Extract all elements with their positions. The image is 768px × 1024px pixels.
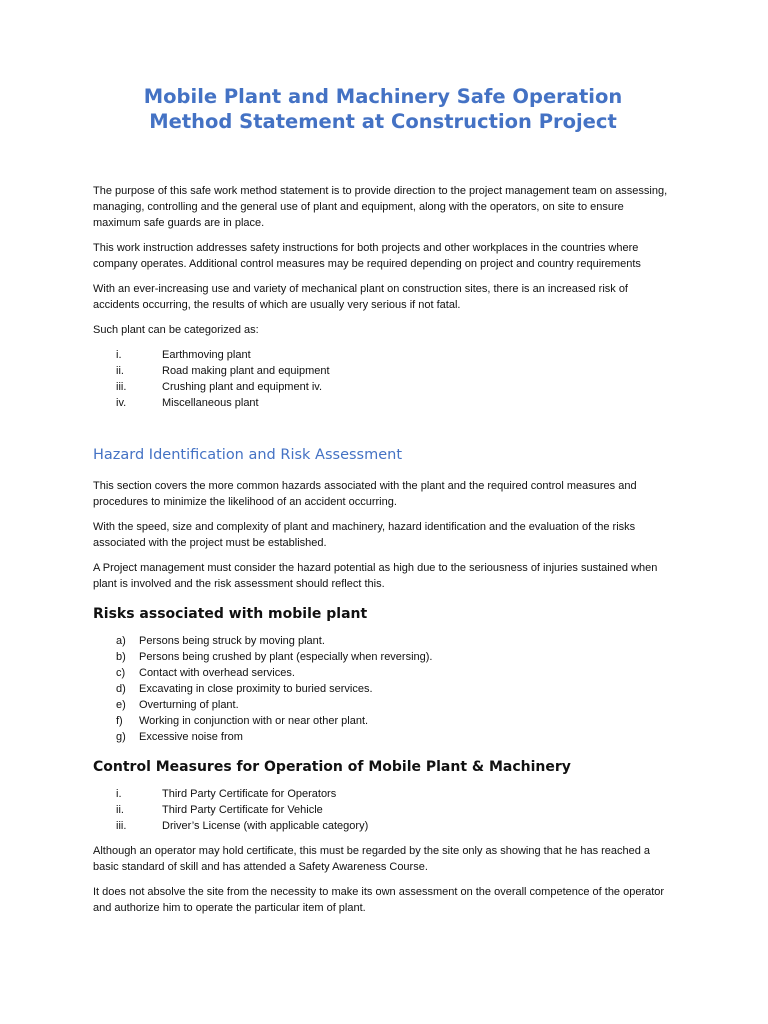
list-item <box>93 363 673 379</box>
list-item <box>93 713 673 729</box>
control-measures-heading: Control Measures for Operation of Mobile Plant & Machinery <box>93 759 571 775</box>
list-item-text: Earthmoving plant <box>162 349 251 361</box>
intro-paragraph: The purpose of this safe work method statement is to provide direction to the project management team on assessing, managing, controlling and the general use of plant and equipment, along with the operators, on site to ensure maximum safe guards are in place. <box>93 185 668 229</box>
list-item-text: Third Party Certificate for Vehicle <box>162 804 323 816</box>
list-marker: iii. <box>116 820 127 832</box>
risks-heading: Risks associated with mobile plant <box>93 606 368 622</box>
intro-paragraph: This work instruction addresses safety instructions for both projects and other workplaces in the countries where company operates. Additional control measures may be required depending on project and country requirements <box>93 242 641 270</box>
list-item <box>93 665 673 681</box>
list-item <box>93 681 673 697</box>
list-item-text: Contact with overhead services. <box>139 667 295 679</box>
list-item <box>93 786 673 802</box>
title-line-2: Method Statement at Construction Project <box>149 110 617 133</box>
list-item <box>93 729 673 745</box>
list-item <box>93 633 673 649</box>
list-item-text: Persons being struck by moving plant. <box>139 635 325 647</box>
closing-paragraph: It does not absolve the site from the necessity to make its own assessment on the overall competence of the operator and authorize him to operate the particular item of plant. <box>93 886 665 914</box>
list-item <box>93 649 673 665</box>
hazard-section-heading: Hazard Identification and Risk Assessment <box>93 447 403 463</box>
list-marker: a) <box>116 635 126 647</box>
list-marker: ii. <box>116 804 124 816</box>
list-item-text: Working in conjunction with or near other plant. <box>139 715 369 727</box>
list-marker: ii. <box>116 365 124 377</box>
list-marker: i. <box>116 788 122 800</box>
list-item-text: Excessive noise from <box>139 731 243 743</box>
list-marker: b) <box>116 651 126 663</box>
list-item-text: Road making plant and equipment <box>162 365 330 377</box>
list-item <box>93 697 673 713</box>
hazard-paragraph: With the speed, size and complexity of plant and machinery, hazard identification and the evaluation of the risks associated with the project must be established. <box>93 521 636 549</box>
list-item-text: Crushing plant and equipment iv. <box>162 381 323 393</box>
list-marker: i. <box>116 349 122 361</box>
list-item-text: Persons being crushed by plant (especially when reversing). <box>139 651 433 663</box>
list-item-text: Overturning of plant. <box>139 699 239 711</box>
list-marker: e) <box>116 699 126 711</box>
list-item <box>93 395 673 411</box>
list-item-text: Driver’s License (with applicable category) <box>162 820 369 832</box>
plant-categories-list <box>93 347 673 411</box>
list-item <box>93 802 673 818</box>
list-item <box>93 379 673 395</box>
list-marker: d) <box>116 683 126 695</box>
control-measures-list <box>93 786 673 834</box>
list-item-text: Miscellaneous plant <box>162 397 259 409</box>
intro-paragraph: Such plant can be categorized as: <box>93 324 259 336</box>
list-marker: iv. <box>116 397 127 409</box>
list-marker: c) <box>116 667 126 679</box>
list-marker: iii. <box>116 381 127 393</box>
risks-list <box>93 633 673 745</box>
hazard-paragraph: A Project management must consider the hazard potential as high due to the seriousness of injuries sustained when plant is involved and the risk assessment should reflect this. <box>93 562 658 590</box>
list-item-text: Third Party Certificate for Operators <box>162 788 337 800</box>
list-marker: g) <box>116 731 126 743</box>
list-item <box>93 818 673 834</box>
document-page <box>93 84 673 916</box>
closing-paragraph: Although an operator may hold certificate, this must be regarded by the site only as showing that he has reached a basic standard of skill and has attended a Safety Awareness Course. <box>93 845 651 873</box>
list-marker: f) <box>116 715 123 727</box>
hazard-paragraph: This section covers the more common hazards associated with the plant and the required control measures and procedures to minimize the likelihood of an accident occurring. <box>93 480 637 508</box>
intro-paragraph: With an ever-increasing use and variety of mechanical plant on construction sites, there is an increased risk of accidents occurring, the results of which are usually very serious if not fatal. <box>93 283 628 311</box>
document-title <box>93 84 673 134</box>
title-line-1: Mobile Plant and Machinery Safe Operation <box>143 85 623 108</box>
list-item <box>93 347 673 363</box>
list-item-text: Excavating in close proximity to buried services. <box>139 683 373 695</box>
